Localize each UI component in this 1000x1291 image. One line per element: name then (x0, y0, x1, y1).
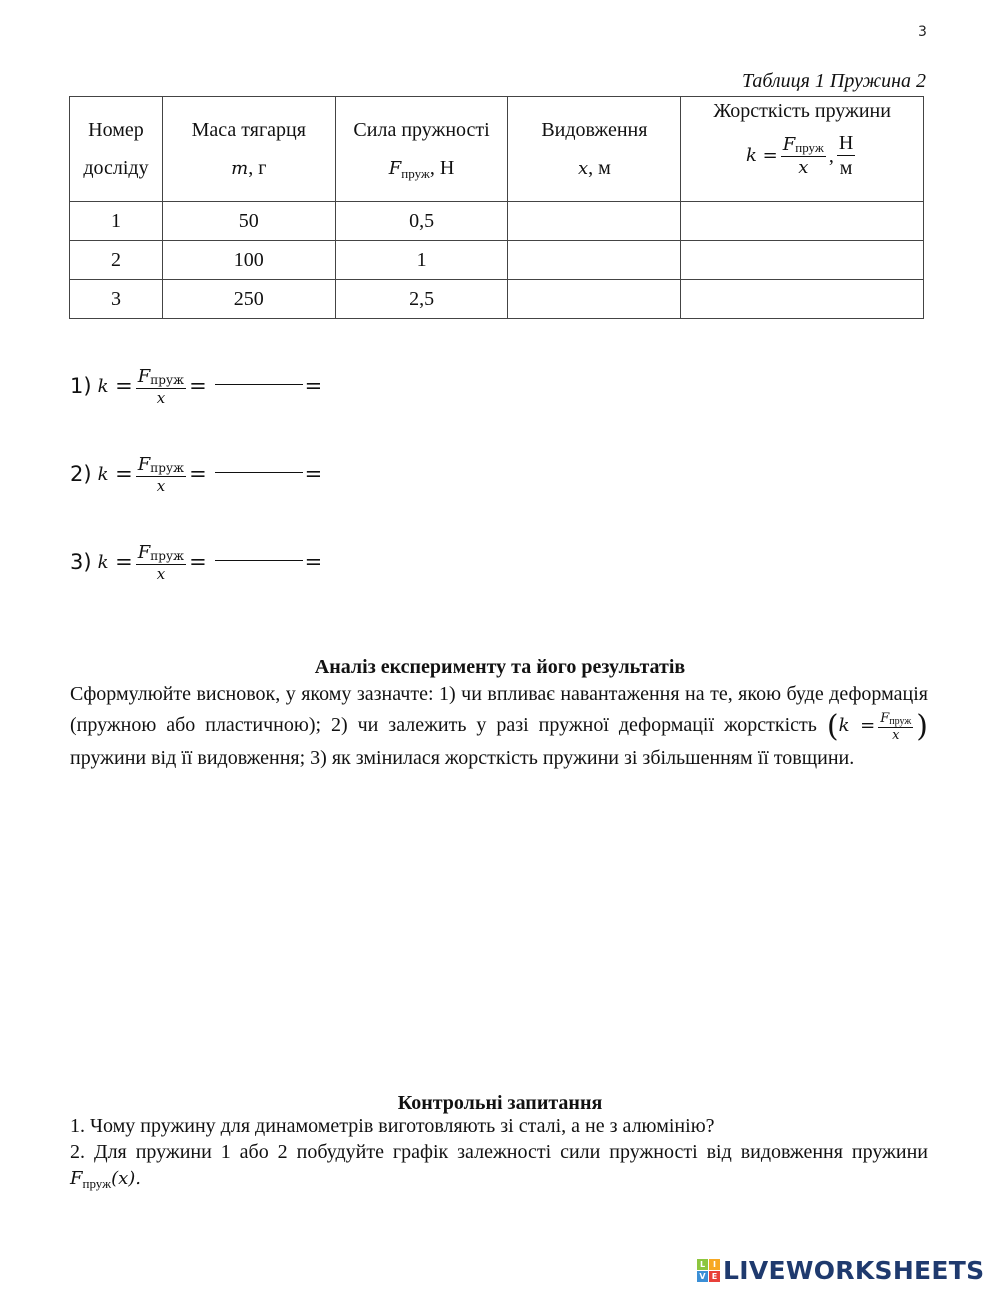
table-row (70, 280, 924, 319)
question-1: 1. Чому пружину для динамометрів виготовляють зі сталі, а не з алюмінію? (70, 1115, 715, 1137)
results-table (69, 96, 924, 319)
question-2: 2. Для пружини 1 або 2 побудуйте графік залежності сили пружності від видовження пружини $F_{пруж}(x)$. (70, 1141, 928, 1191)
analysis-title: Аналіз експерименту та його результатів (314, 656, 686, 678)
cell-number: 2 (70, 241, 163, 280)
formula-line-2: 2) k = $\frac{\text{Fпруж}}{x}$ = = (70, 454, 323, 495)
cell-force: 2,5 (335, 280, 508, 319)
cell-elongation-input[interactable] (508, 280, 681, 319)
formula-line-3: 3) k = $\frac{\text{Fпруж}}{x}$ = = (70, 542, 323, 583)
cell-stiffness-input[interactable] (681, 202, 924, 241)
logo-text: LIVEWORKSHEETS (723, 1256, 985, 1285)
analysis-paragraph: Сформулюйте висновок, у якому зазначте: 1) чи впливає навантаження на те, якою буде деформація (пружною або пластичною); 2) чи залежить у разі пружної деформації жорсткість (k = $\frac{\text{Fпруж}}{x}$ ) пружини від її видовження; 3) як змінилася жорсткість пружини зі збільшенням її товщини. (70, 683, 928, 770)
cell-mass: 250 (162, 280, 335, 319)
table-caption: Таблиця 1 Пружина 2 (741, 70, 926, 92)
answer-blank[interactable] (215, 384, 303, 385)
table-header-row (70, 97, 924, 202)
liveworksheets-logo (697, 1256, 984, 1285)
cell-number: 3 (70, 280, 163, 319)
table-row (70, 241, 924, 280)
cell-elongation-input[interactable] (508, 241, 681, 280)
cell-elongation-input[interactable] (508, 202, 681, 241)
cell-force: 1 (335, 241, 508, 280)
control-questions-title: Контрольні запитання (397, 1092, 603, 1114)
control-questions (70, 1113, 928, 1193)
cell-stiffness-input[interactable] (681, 280, 924, 319)
cell-mass: 50 (162, 202, 335, 241)
header-experiment-number: Номер досліду (70, 97, 163, 202)
cell-force: 0,5 (335, 202, 508, 241)
cell-number: 1 (70, 202, 163, 241)
cell-mass: 100 (162, 241, 335, 280)
header-elastic-force: Сила пружності $F_{пруж}$, Н (335, 97, 508, 202)
logo-tiles-icon: L I V E (697, 1259, 720, 1282)
answer-blank[interactable] (215, 472, 303, 473)
header-stiffness: Жорсткість пружини k = $\frac{\text{Fпруж}}{x}$ , $\frac{Н}{м}$ (681, 97, 924, 202)
answer-blank[interactable] (215, 560, 303, 561)
header-elongation: Видовження x, м (508, 97, 681, 202)
formula-line-1: 1) k = $\frac{\text{Fпруж}}{x}$ = = (70, 366, 323, 407)
table-row (70, 202, 924, 241)
cell-stiffness-input[interactable] (681, 241, 924, 280)
page-number: 3 (918, 24, 927, 40)
header-mass: Маса тягарця m, г (162, 97, 335, 202)
